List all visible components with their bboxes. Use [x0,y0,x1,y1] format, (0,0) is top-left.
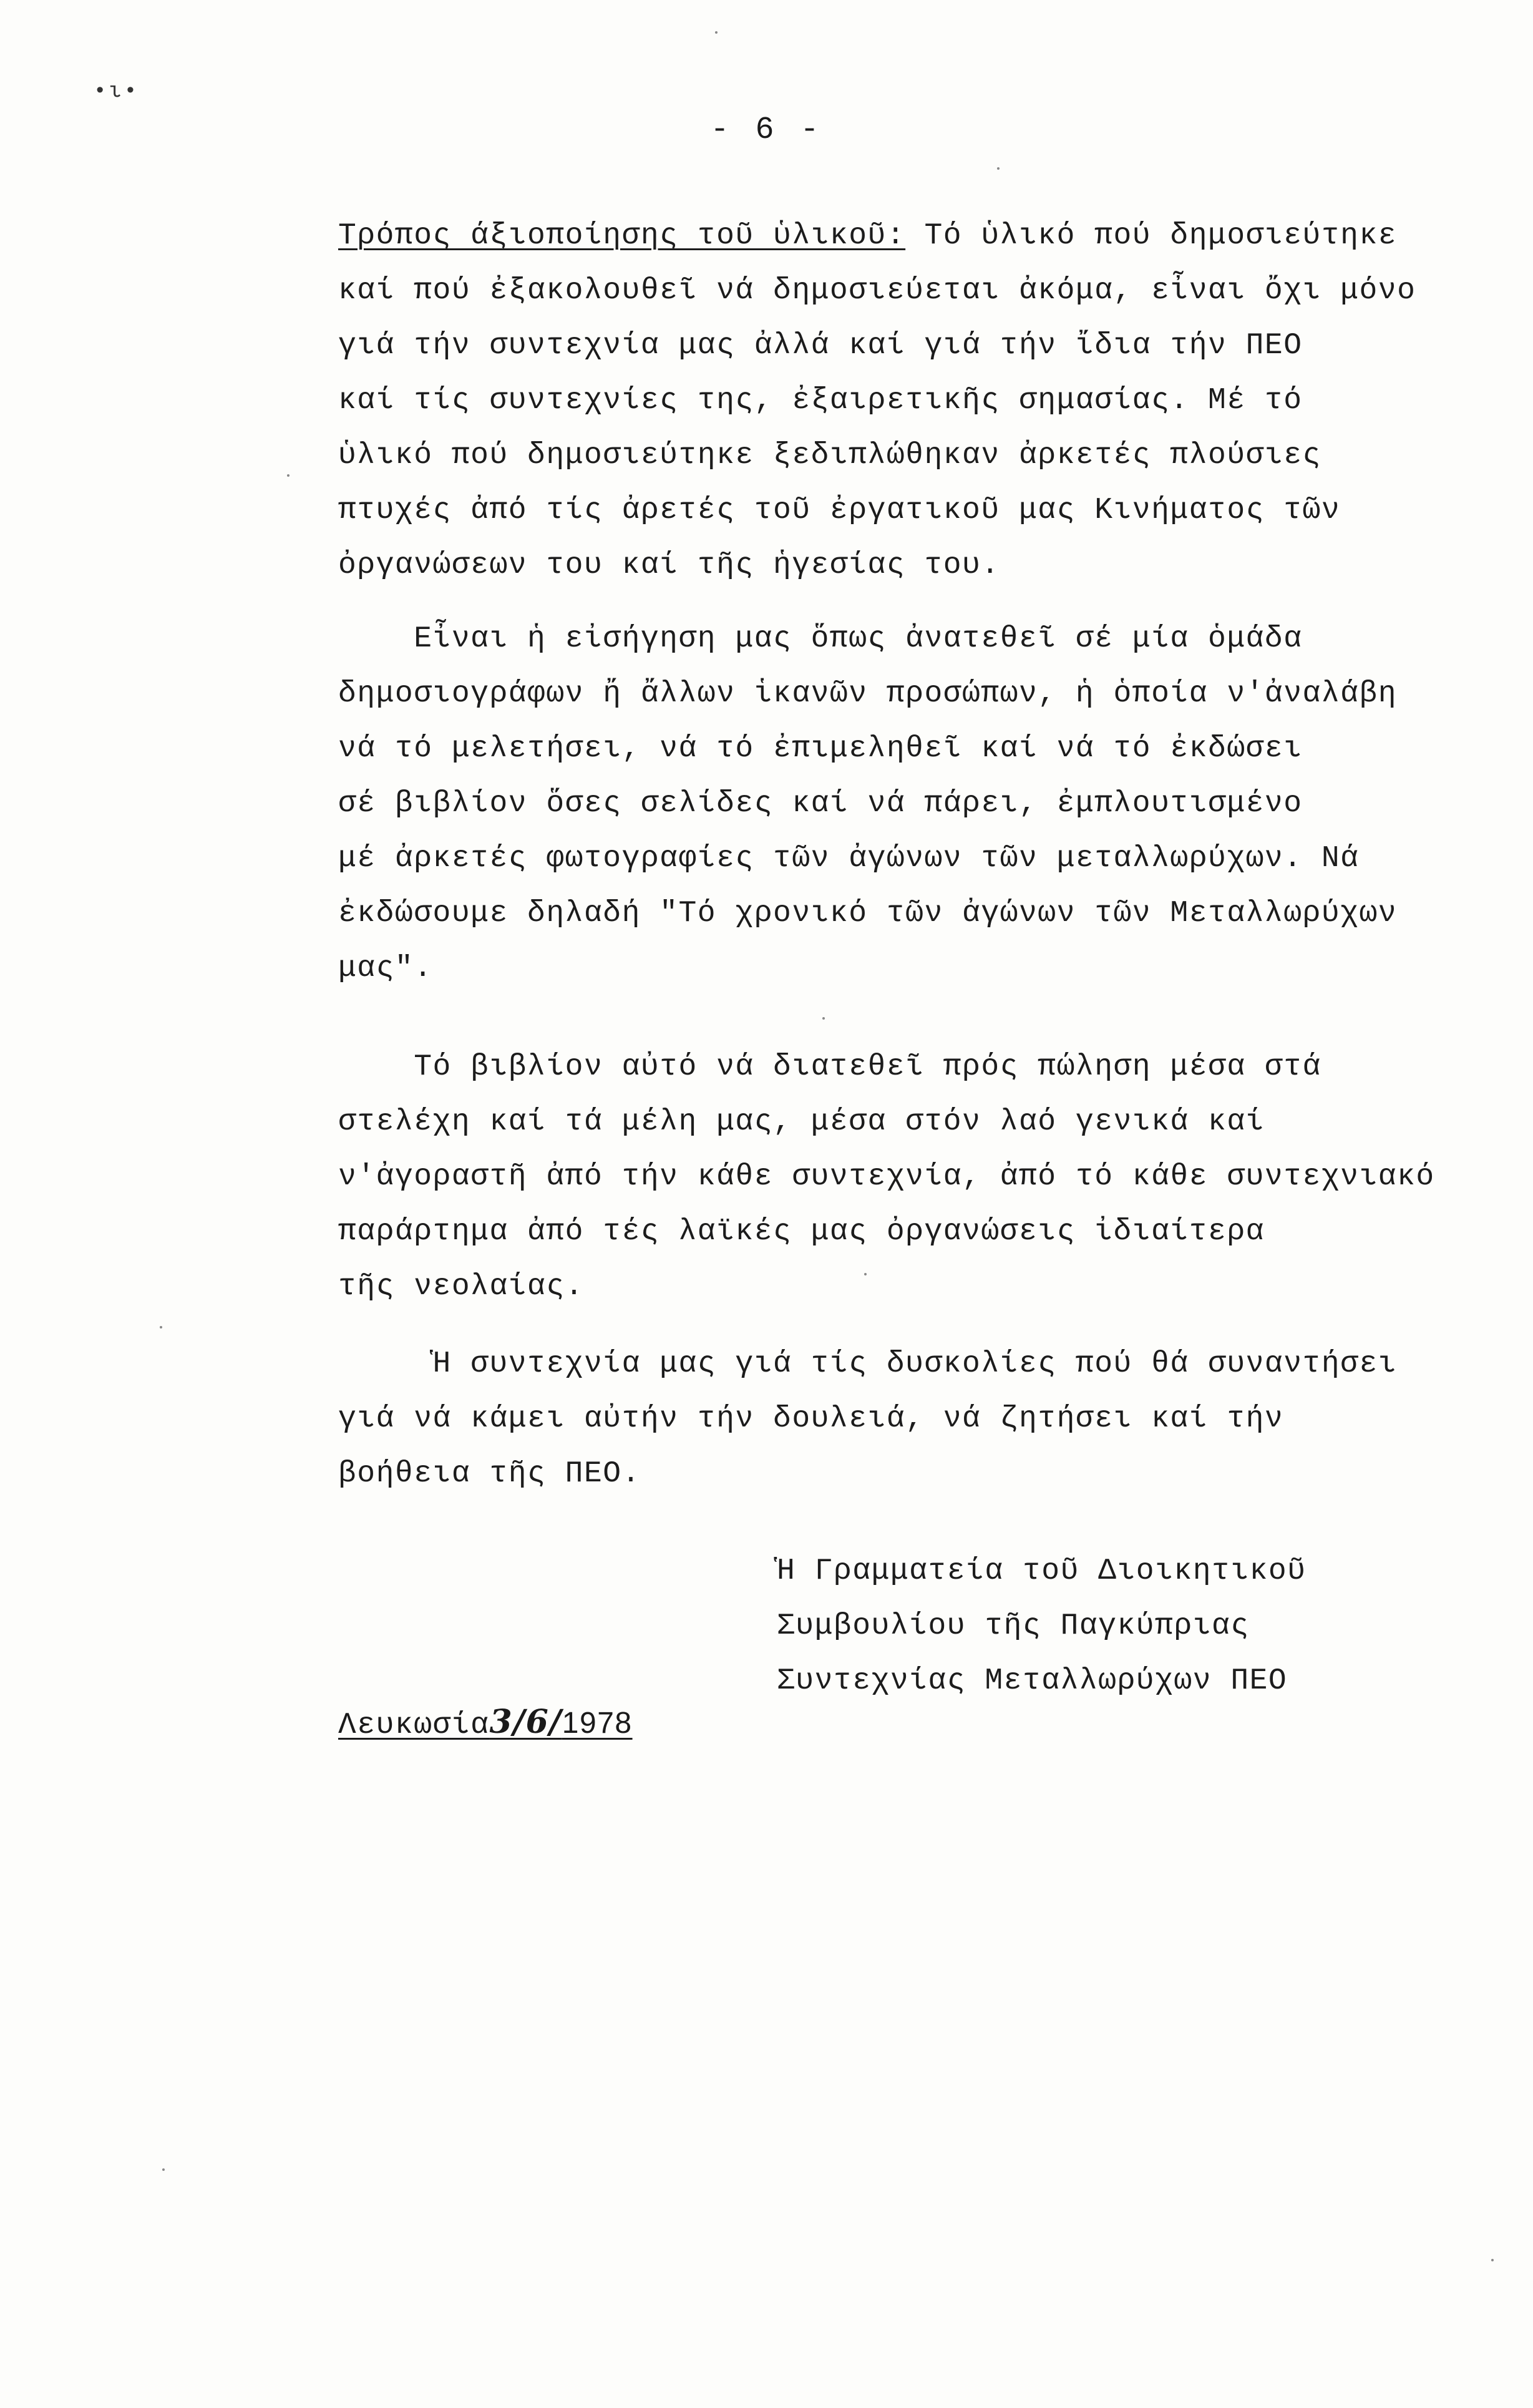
paragraph-1-line-1-text: Τό ὑλικό πού δημοσιεύτηκε [905,219,1398,253]
paragraph-1-line-2: καί πού ἐξακολουθεῖ νά δημοσιεύεται ἀκόμα, εἶναι ὄχι μόνο [338,274,1416,308]
paragraph-2-line-5: μέ ἀρκετές φωτογραφίες τῶν ἀγώνων τῶν μεταλλωρύχων. Νά [338,842,1360,875]
paragraph-2-line-3: νά τό μελετήσει, νά τό ἐπιμεληθεῖ καί νά τό ἐκδώσει [338,732,1303,766]
paragraph-1-line-7: ὀργανώσεων του καί τῆς ἡγεσίας του. [338,548,1000,582]
paragraph-2-line-2: δημοσιογράφων ἤ ἄλλων ἱκανῶν προσώπων, ἡ ὁποία ν'ἀναλάβη [338,677,1398,711]
paragraph-2-line-4: σέ βιβλίον ὅσες σελίδες καί νά πάρει, ἐμπλουτισμένο [338,787,1303,821]
paragraph-3-line-5: τῆς νεολαίας. [338,1270,584,1304]
scan-speck [864,1273,867,1275]
scan-speck [822,1017,825,1020]
paragraph-2-line-7: μας". [338,952,433,985]
date-place: Λευκωσία [338,1709,490,1742]
paragraph-1-line-4: καί τίς συντεχνίες της, ἐξαιρετικῆς σημασίας. Μέ τό [338,384,1303,417]
corner-mark: •ι• [94,80,140,104]
scan-speck [160,1326,162,1328]
paragraph-1-line-6: πτυχές ἀπό τίς ἀρετές τοῦ ἐργατικοῦ μας Κινήματος τῶν [338,494,1341,527]
scan-speck [715,31,718,34]
paragraph-3-line-2: στελέχη καί τά μέλη μας, μέσα στόν λαό γενικά καί [338,1105,1265,1139]
scan-speck [162,2168,165,2171]
paragraph-4-line-1: Ἡ συντεχνία μας γιά τίς δυσκολίες πού θά συναντήσει [338,1347,1398,1381]
date-handwritten: 3/6/ [489,1703,562,1741]
section-heading: Τρόπος άξιοποίησης τοῦ ὑλικοῦ: [338,219,906,253]
paragraph-1-line-5: ὑλικό πού δημοσιεύτηκε ξεδιπλώθηκαν ἀρκετές πλούσιες [338,439,1321,472]
date-year: 1978 [562,1707,633,1740]
signature-line-2: Συμβουλίου τῆς Παγκύπριας [777,1609,1250,1643]
paragraph-2-line-6: ἐκδώσουμε δηλαδή "Τό χρονικό τῶν ἀγώνων τῶν Μεταλλωρύχων [338,897,1398,930]
paragraph-4-line-2: γιά νά κάμει αὐτήν τήν δουλειά, νά ζητήσει καί τήν [338,1402,1284,1436]
page-number: - 6 - [710,112,823,148]
paragraph-3-line-4: παράρτημα ἀπό τές λαϊκές μας ὀργανώσεις ἰδιαίτερα [338,1215,1265,1249]
paragraph-1-line-3: γιά τήν συντεχνία μας ἀλλά καί γιά τήν ἴδια τήν ΠΕΟ [338,329,1303,363]
paragraph-1-line-1 [338,217,1397,255]
paragraph-3-line-3: ν'ἀγοραστῆ ἀπό τήν κάθε συντεχνία, ἀπό τό κάθε συντεχνιακό [338,1160,1435,1194]
signature-line-1: Ἡ Γραμματεία τοῦ Διοικητικοῦ [777,1554,1307,1588]
date-line [338,1704,633,1744]
paragraph-4-line-3: βοήθεια τῆς ΠΕΟ. [338,1457,641,1491]
paragraph-3-line-1: Τό βιβλίον αὐτό νά διατεθεῖ πρός πώληση μέσα στά [338,1050,1321,1084]
scan-speck [287,474,290,477]
signature-line-3: Συντεχνίας Μεταλλωρύχων ΠΕΟ [777,1664,1288,1698]
scan-speck [997,167,1000,170]
paragraph-2-line-1: Εἶναι ἡ εἰσήγηση μας ὅπως ἀνατεθεῖ σέ μία ὁμάδα [338,622,1303,656]
scan-speck [1491,2259,1494,2261]
